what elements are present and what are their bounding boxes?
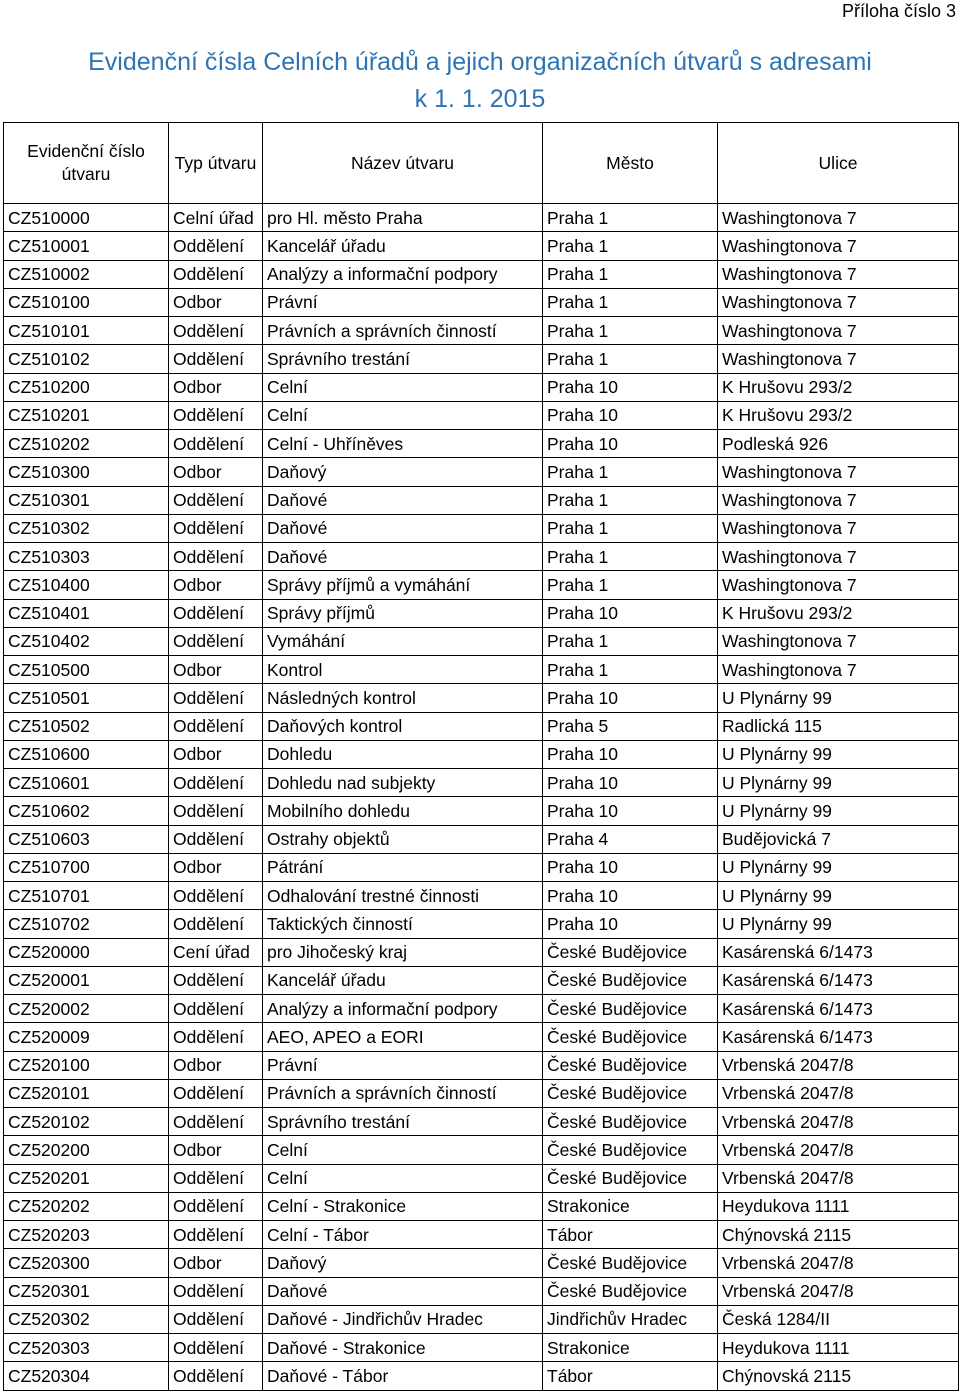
cell-registration-number: CZ510600 [4, 740, 169, 768]
cell-unit-name: Správy příjmů a vymáhání [263, 571, 543, 599]
cell-city: České Budějovice [543, 938, 718, 966]
cell-city: Praha 10 [543, 373, 718, 401]
cell-city: Praha 1 [543, 260, 718, 288]
cell-city: Praha 1 [543, 543, 718, 571]
cell-unit-type: Oddělení [169, 1277, 263, 1305]
cell-registration-number: CZ520202 [4, 1192, 169, 1220]
table-row [4, 1249, 959, 1277]
cell-street: Washingtonova 7 [718, 486, 959, 514]
cell-city: Praha 1 [543, 458, 718, 486]
cell-city: Praha 1 [543, 288, 718, 316]
cell-city: České Budějovice [543, 1277, 718, 1305]
table-row [4, 514, 959, 542]
cell-street: Vrbenská 2047/8 [718, 1249, 959, 1277]
table-row [4, 825, 959, 853]
cell-city: České Budějovice [543, 995, 718, 1023]
cell-unit-name: Daňové - Tábor [263, 1362, 543, 1390]
cell-city: Praha 1 [543, 204, 718, 232]
table-row [4, 966, 959, 994]
table-row [4, 430, 959, 458]
cell-registration-number: CZ520200 [4, 1136, 169, 1164]
table-row [4, 853, 959, 881]
cell-street: Washingtonova 7 [718, 345, 959, 373]
cell-city: Praha 1 [543, 345, 718, 373]
cell-unit-name: Právní [263, 1051, 543, 1079]
cell-unit-type: Oddělení [169, 966, 263, 994]
cell-city: Strakonice [543, 1192, 718, 1220]
cell-unit-type: Odbor [169, 1136, 263, 1164]
table-row [4, 232, 959, 260]
cell-unit-name: Vymáhání [263, 627, 543, 655]
cell-unit-name: Právních a správních činností [263, 1079, 543, 1107]
title-line-1: Evidenční čísla Celních úřadů a jejich organizačních útvarů s adresami [88, 48, 872, 76]
table-row [4, 458, 959, 486]
cell-registration-number: CZ510402 [4, 627, 169, 655]
cell-unit-type: Oddělení [169, 712, 263, 740]
cell-unit-type: Cení úřad [169, 938, 263, 966]
cell-registration-number: CZ520100 [4, 1051, 169, 1079]
cell-registration-number: CZ520009 [4, 1023, 169, 1051]
cell-unit-name: Kancelář úřadu [263, 232, 543, 260]
cell-registration-number: CZ520102 [4, 1108, 169, 1136]
cell-street: Vrbenská 2047/8 [718, 1051, 959, 1079]
cell-street: Vrbenská 2047/8 [718, 1136, 959, 1164]
cell-unit-type: Oddělení [169, 1023, 263, 1051]
cell-registration-number: CZ510002 [4, 260, 169, 288]
cell-unit-name: Následných kontrol [263, 684, 543, 712]
cell-city: Praha 10 [543, 797, 718, 825]
cell-registration-number: CZ520300 [4, 1249, 169, 1277]
cell-registration-number: CZ510302 [4, 514, 169, 542]
cell-unit-type: Oddělení [169, 1079, 263, 1107]
cell-unit-name: Daňových kontrol [263, 712, 543, 740]
cell-unit-type: Odbor [169, 1051, 263, 1079]
cell-street: Kasárenská 6/1473 [718, 966, 959, 994]
cell-city: Tábor [543, 1221, 718, 1249]
cell-street: K Hrušovu 293/2 [718, 373, 959, 401]
table-row [4, 288, 959, 316]
cell-unit-type: Odbor [169, 458, 263, 486]
cell-city: Tábor [543, 1362, 718, 1390]
table-row [4, 543, 959, 571]
cell-registration-number: CZ520001 [4, 966, 169, 994]
cell-unit-name: Správního trestání [263, 345, 543, 373]
cell-unit-name: Pátrání [263, 853, 543, 881]
cell-unit-name: Celní - Tábor [263, 1221, 543, 1249]
table-row [4, 345, 959, 373]
cell-street: K Hrušovu 293/2 [718, 599, 959, 627]
cell-city: Praha 10 [543, 882, 718, 910]
cell-unit-name: Správního trestání [263, 1108, 543, 1136]
cell-unit-type: Oddělení [169, 599, 263, 627]
table-row [4, 1023, 959, 1051]
cell-city: Praha 10 [543, 853, 718, 881]
cell-street: Kasárenská 6/1473 [718, 995, 959, 1023]
cell-street: Vrbenská 2047/8 [718, 1277, 959, 1305]
table-row [4, 684, 959, 712]
cell-registration-number: CZ510202 [4, 430, 169, 458]
cell-registration-number: CZ520203 [4, 1221, 169, 1249]
cell-unit-name: Správy příjmů [263, 599, 543, 627]
cell-unit-type: Oddělení [169, 1221, 263, 1249]
cell-unit-type: Odbor [169, 853, 263, 881]
cell-city: České Budějovice [543, 1136, 718, 1164]
cell-unit-type: Oddělení [169, 769, 263, 797]
cell-unit-type: Oddělení [169, 486, 263, 514]
cell-registration-number: CZ510500 [4, 656, 169, 684]
cell-street: U Plynárny 99 [718, 740, 959, 768]
cell-unit-name: Mobilního dohledu [263, 797, 543, 825]
table-row [4, 1079, 959, 1107]
cell-unit-name: pro Hl. město Praha [263, 204, 543, 232]
cell-registration-number: CZ510602 [4, 797, 169, 825]
cell-street: U Plynárny 99 [718, 769, 959, 797]
cell-registration-number: CZ510101 [4, 317, 169, 345]
cell-registration-number: CZ510401 [4, 599, 169, 627]
table-row [4, 1305, 959, 1333]
cell-street: Vrbenská 2047/8 [718, 1079, 959, 1107]
cell-street: Washingtonova 7 [718, 543, 959, 571]
table-row [4, 1362, 959, 1390]
cell-registration-number: CZ510601 [4, 769, 169, 797]
cell-unit-name: Taktických činností [263, 910, 543, 938]
cell-unit-name: Daňové - Strakonice [263, 1334, 543, 1362]
cell-street: U Plynárny 99 [718, 684, 959, 712]
table-row [4, 656, 959, 684]
table-row [4, 1136, 959, 1164]
cell-city: Strakonice [543, 1334, 718, 1362]
cell-city: Praha 1 [543, 317, 718, 345]
cell-unit-type: Oddělení [169, 543, 263, 571]
table-row [4, 373, 959, 401]
table-row [4, 995, 959, 1023]
cell-street: Washingtonova 7 [718, 514, 959, 542]
cell-registration-number: CZ510200 [4, 373, 169, 401]
cell-registration-number: CZ510603 [4, 825, 169, 853]
cell-street: Česká 1284/II [718, 1305, 959, 1333]
cell-street: U Plynárny 99 [718, 797, 959, 825]
cell-street: Radlická 115 [718, 712, 959, 740]
table-row [4, 740, 959, 768]
cell-street: Washingtonova 7 [718, 458, 959, 486]
cell-registration-number: CZ510001 [4, 232, 169, 260]
cell-unit-type: Oddělení [169, 1192, 263, 1220]
cell-unit-name: Kontrol [263, 656, 543, 684]
header-registration-number: Evidenční číslo útvaru [4, 123, 169, 204]
cell-unit-type: Oddělení [169, 430, 263, 458]
cell-registration-number: CZ520000 [4, 938, 169, 966]
table-row [4, 910, 959, 938]
cell-unit-type: Odbor [169, 740, 263, 768]
cell-unit-name: pro Jihočeský kraj [263, 938, 543, 966]
cell-unit-type: Oddělení [169, 1108, 263, 1136]
cell-registration-number: CZ520101 [4, 1079, 169, 1107]
cell-unit-name: Dohledu nad subjekty [263, 769, 543, 797]
table-header-row [4, 123, 959, 204]
cell-unit-name: Daňový [263, 458, 543, 486]
cell-street: Washingtonova 7 [718, 571, 959, 599]
cell-unit-type: Oddělení [169, 345, 263, 373]
table-row [4, 627, 959, 655]
cell-unit-type: Oddělení [169, 684, 263, 712]
table-row [4, 1221, 959, 1249]
table-row [4, 1108, 959, 1136]
cell-street: Washingtonova 7 [718, 627, 959, 655]
cell-registration-number: CZ510501 [4, 684, 169, 712]
header-street: Ulice [718, 123, 959, 204]
table-row [4, 797, 959, 825]
cell-registration-number: CZ510701 [4, 882, 169, 910]
cell-registration-number: CZ520302 [4, 1305, 169, 1333]
cell-city: Praha 1 [543, 232, 718, 260]
cell-registration-number: CZ520002 [4, 995, 169, 1023]
cell-city: Praha 1 [543, 656, 718, 684]
table-row [4, 882, 959, 910]
cell-unit-name: Daňové [263, 514, 543, 542]
cell-city: České Budějovice [543, 1108, 718, 1136]
cell-street: Heydukova 1111 [718, 1192, 959, 1220]
table-row [4, 1334, 959, 1362]
cell-city: České Budějovice [543, 1051, 718, 1079]
cell-registration-number: CZ510201 [4, 401, 169, 429]
cell-unit-name: Ostrahy objektů [263, 825, 543, 853]
cell-unit-type: Oddělení [169, 995, 263, 1023]
cell-city: Praha 10 [543, 740, 718, 768]
cell-unit-type: Oddělení [169, 797, 263, 825]
table-row [4, 1164, 959, 1192]
cell-city: České Budějovice [543, 1249, 718, 1277]
cell-city: Praha 10 [543, 684, 718, 712]
cell-unit-type: Oddělení [169, 514, 263, 542]
cell-city: Praha 4 [543, 825, 718, 853]
document-title [0, 44, 960, 118]
cell-city: České Budějovice [543, 1023, 718, 1051]
cell-city: Praha 10 [543, 430, 718, 458]
table-row [4, 1051, 959, 1079]
cell-street: Budějovická 7 [718, 825, 959, 853]
table-row [4, 1277, 959, 1305]
cell-city: České Budějovice [543, 966, 718, 994]
cell-street: Washingtonova 7 [718, 317, 959, 345]
cell-unit-name: Celní - Uhříněves [263, 430, 543, 458]
cell-street: Washingtonova 7 [718, 656, 959, 684]
cell-unit-type: Oddělení [169, 627, 263, 655]
cell-street: Chýnovská 2115 [718, 1221, 959, 1249]
cell-street: Washingtonova 7 [718, 260, 959, 288]
table-row [4, 317, 959, 345]
cell-unit-name: Celní [263, 401, 543, 429]
cell-registration-number: CZ520303 [4, 1334, 169, 1362]
cell-unit-name: Právní [263, 288, 543, 316]
cell-registration-number: CZ510100 [4, 288, 169, 316]
cell-unit-name: AEO, APEO a EORI [263, 1023, 543, 1051]
cell-street: Vrbenská 2047/8 [718, 1108, 959, 1136]
table-row [4, 571, 959, 599]
cell-registration-number: CZ510700 [4, 853, 169, 881]
cell-registration-number: CZ510303 [4, 543, 169, 571]
cell-city: Praha 1 [543, 486, 718, 514]
cell-unit-type: Oddělení [169, 232, 263, 260]
cell-street: U Plynárny 99 [718, 882, 959, 910]
table-row [4, 260, 959, 288]
table-row [4, 486, 959, 514]
cell-street: Heydukova 1111 [718, 1334, 959, 1362]
table-body [4, 204, 959, 1391]
cell-city: Praha 1 [543, 571, 718, 599]
cell-city: Praha 1 [543, 514, 718, 542]
cell-unit-type: Oddělení [169, 317, 263, 345]
cell-city: Praha 10 [543, 599, 718, 627]
table-row [4, 401, 959, 429]
cell-unit-type: Odbor [169, 656, 263, 684]
cell-unit-name: Daňové [263, 486, 543, 514]
cell-registration-number: CZ510400 [4, 571, 169, 599]
cell-registration-number: CZ510502 [4, 712, 169, 740]
cell-street: Washingtonova 7 [718, 288, 959, 316]
cell-street: Kasárenská 6/1473 [718, 938, 959, 966]
cell-unit-name: Kancelář úřadu [263, 966, 543, 994]
cell-unit-name: Odhalování trestné činnosti [263, 882, 543, 910]
cell-registration-number: CZ510300 [4, 458, 169, 486]
table-row [4, 769, 959, 797]
cell-unit-name: Dohledu [263, 740, 543, 768]
cell-street: Chýnovská 2115 [718, 1362, 959, 1390]
cell-street: Podleská 926 [718, 430, 959, 458]
annex-label: Příloha číslo 3 [841, 1, 956, 21]
cell-city: Praha 10 [543, 401, 718, 429]
cell-city: České Budějovice [543, 1164, 718, 1192]
cell-city: Praha 10 [543, 910, 718, 938]
cell-unit-name: Celní [263, 373, 543, 401]
cell-unit-type: Oddělení [169, 1362, 263, 1390]
table-row [4, 1192, 959, 1220]
cell-street: U Plynárny 99 [718, 853, 959, 881]
cell-unit-name: Daňové - Jindřichův Hradec [263, 1305, 543, 1333]
cell-unit-type: Oddělení [169, 260, 263, 288]
cell-unit-name: Celní - Strakonice [263, 1192, 543, 1220]
cell-street: Washingtonova 7 [718, 232, 959, 260]
cell-registration-number: CZ520301 [4, 1277, 169, 1305]
cell-unit-type: Oddělení [169, 1334, 263, 1362]
cell-registration-number: CZ510301 [4, 486, 169, 514]
cell-unit-type: Oddělení [169, 1305, 263, 1333]
cell-registration-number: CZ510000 [4, 204, 169, 232]
cell-unit-name: Daňové [263, 543, 543, 571]
cell-city: Jindřichův Hradec [543, 1305, 718, 1333]
cell-unit-type: Celní úřad [169, 204, 263, 232]
cell-street: Vrbenská 2047/8 [718, 1164, 959, 1192]
header-unit-type: Typ útvaru [169, 123, 263, 204]
cell-unit-name: Daňový [263, 1249, 543, 1277]
table-row [4, 204, 959, 232]
cell-unit-name: Analýzy a informační podpory [263, 260, 543, 288]
table-row [4, 599, 959, 627]
cell-unit-name: Daňové [263, 1277, 543, 1305]
cell-unit-name: Celní [263, 1136, 543, 1164]
header-unit-name: Název útvaru [263, 123, 543, 204]
title-line-2: k 1. 1. 2015 [414, 85, 546, 113]
cell-city: Praha 5 [543, 712, 718, 740]
cell-unit-type: Oddělení [169, 882, 263, 910]
cell-unit-name: Analýzy a informační podpory [263, 995, 543, 1023]
cell-unit-type: Odbor [169, 571, 263, 599]
cell-registration-number: CZ520201 [4, 1164, 169, 1192]
cell-unit-type: Oddělení [169, 401, 263, 429]
cell-street: U Plynárny 99 [718, 910, 959, 938]
cell-unit-type: Odbor [169, 1249, 263, 1277]
cell-unit-type: Odbor [169, 373, 263, 401]
cell-unit-type: Oddělení [169, 910, 263, 938]
cell-city: České Budějovice [543, 1079, 718, 1107]
cell-registration-number: CZ510102 [4, 345, 169, 373]
cell-street: K Hrušovu 293/2 [718, 401, 959, 429]
cell-registration-number: CZ510702 [4, 910, 169, 938]
cell-city: Praha 1 [543, 627, 718, 655]
table-row [4, 938, 959, 966]
cell-unit-type: Oddělení [169, 1164, 263, 1192]
cell-unit-name: Celní [263, 1164, 543, 1192]
header-city: Město [543, 123, 718, 204]
cell-unit-type: Odbor [169, 288, 263, 316]
cell-street: Kasárenská 6/1473 [718, 1023, 959, 1051]
cell-street: Washingtonova 7 [718, 204, 959, 232]
cell-city: Praha 10 [543, 769, 718, 797]
cell-unit-type: Oddělení [169, 825, 263, 853]
cell-registration-number: CZ520304 [4, 1362, 169, 1390]
offices-table [3, 122, 959, 1391]
cell-unit-name: Právních a správních činností [263, 317, 543, 345]
table-row [4, 712, 959, 740]
